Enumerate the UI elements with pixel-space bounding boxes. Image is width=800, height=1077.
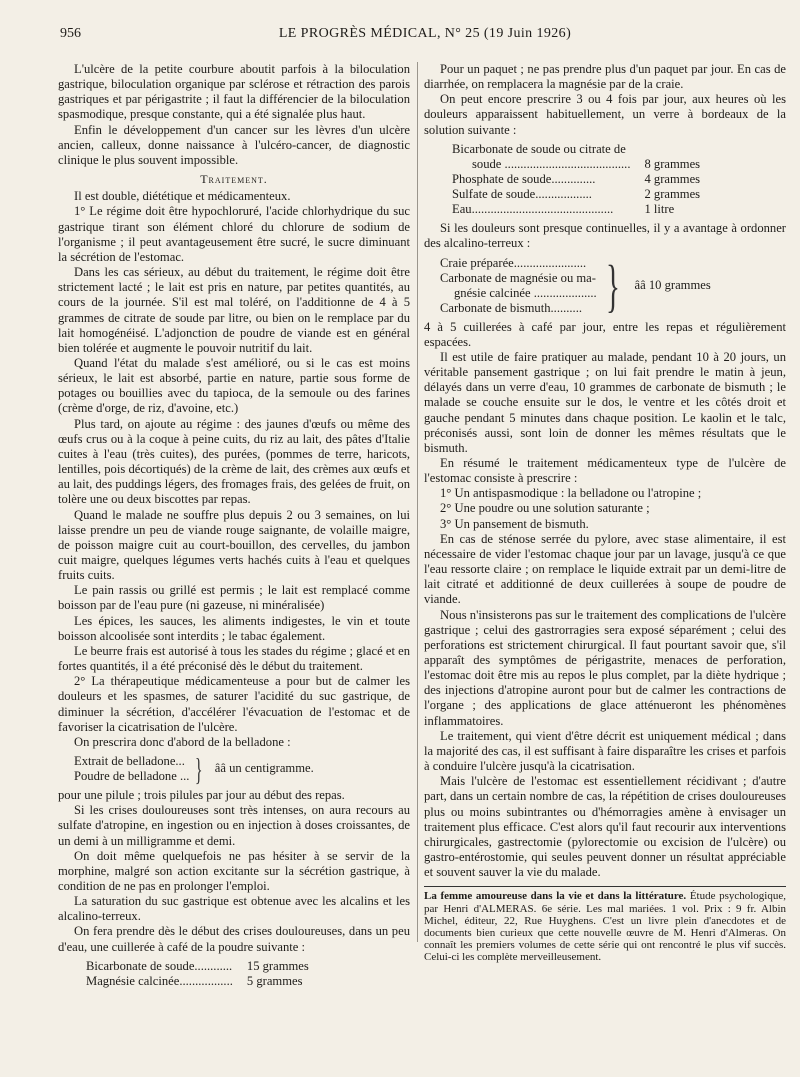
ingredient: soude ........................................ [472,156,631,171]
paragraph: 1° Le régime doit être hypochloruré, l'acide chlorhydrique du suc gastrique tirant son élément chloré du chlorure de sodium de l'organisme ; il peut avantageusement être sucré, le sucre diminuant la sécrétion de l'estomac. [58,204,410,264]
dose: 8 grammes [644,156,701,171]
ingredient: Sulfate de soude.................. [452,187,592,202]
formula-item: Carbonate de magnésie ou ma- [440,270,596,285]
paragraph: On fera prendre dès le début des crises douloureuses, dans un peu d'eau, une cuillerée à café de la poudre suivante : [58,924,410,954]
formula-dose: ââ 10 grammes [634,277,711,292]
paragraph: Les épices, les sauces, les aliments indigestes, le vin et toute boisson alcoolisée sont interdits ; le tabac également. [58,613,410,643]
paragraph: Il est double, diététique et médicamenteux. [74,189,291,204]
section-heading: Traitement. [200,172,268,187]
list-item: 3° Un pansement de bismuth. [440,516,589,531]
prescription-row [452,142,700,157]
prescription-table [86,959,309,989]
paragraph: On doit même quelquefois ne pas hésiter à se servir de la morphine, malgré son action excitante sur la sécrétion gastrique, à condition de ne pas en prolonger l'emploi. [58,848,410,893]
belladone-formula [74,751,410,788]
paragraph: pour une pilule ; trois pilules par jour au début des repas. [58,788,345,803]
note-title: La femme amoureuse dans la vie et dans la littérature. [424,890,687,903]
paragraph: Nous n'insisterons pas sur le traitement des complications de l'ulcère gastrique ; celui des gastrorragies sera exposé séparément ; celui des perforations est strictement chirurgical. Il faut pourtant savoir que, s'il apparaît des symptômes de périgastrite, menaces de perforation, l'estomac doit être mis au repos le plus complet, par la diète hydrique ; des injections d'atropine auront pour but de calmer les contractions de l'organe ; des applications de glace atténueront les phénomènes inflammatoires. [424,607,786,728]
list-item: 1° Un antispasmodique : la belladone ou l'atropine ; [440,486,702,501]
paragraph: Quand l'état du malade s'est amélioré, ou si le cas est moins sérieux, le lait est absorbé, partie en nature, partie sous forme de potages ou bouillies avec du tapioca, de la semoule ou des farines (crème d'orge, de riz, d'avoine, etc.) [58,355,410,416]
note-body: Étude psychologique, par Henri d'ALMERAS. 6e série. Les mal mariées. 1 vol. Prix : 9 fr. Albin Michel, éditeur, 22, Rue Huyghens. C'est un livre plein d'anecdotes et de documents bien curieux que cette nouvelle œuvre de M. Henri d'Almeras. On connaît les premiers volumes de cette série qui ont rencontré le plus vif succès. Celui-ci les complète merveilleusement. [424,890,786,964]
paragraph: Si les douleurs sont presque continuelles, il y a avantage à ordonner des alcalino-terreux : [424,221,786,251]
paragraph: Enfin le développement d'un cancer sur les lèvres d'un ulcère ancien, calleux, donne naissance à l'ulcéro-cancer, de diagnostic clinique le plus souvent impossible. [58,122,410,167]
paragraph: 2° La thérapeutique médicamenteuse a pour but de calmer les douleurs et les spasmes, de saturer l'acidité du suc gastrique, de diminuer la sécrétion, d'accélérer l'évacuation de l'estomac et de favoriser la cicatrisation de l'ulcère. [58,674,410,734]
paragraph: Plus tard, on ajoute au régime : des jaunes d'œufs ou même des œufs crus ou à la coque à peine cuits, du riz au lait, des pâtes d'Italie cuites à l'eau (très cuites), des purées, (pommes de terre, haricots, lentilles, pois décortiqués) de la crème de lait, des crèmes aux œufs et au lait, des puddings légers, des fromages frais, des gelées de fruit, on tolère une ou deux biscottes par repas. [58,416,410,507]
craie-formula [440,252,786,318]
paragraph: Mais l'ulcère de l'estomac est essentiellement récidivant ; d'autre part, dans un certain nombre de cas, la répétition de crises douloureuses plus ou moins subintrantes ou d'hémorragies amène à envisager un traitement plus efficace. C'est alors qu'il faut recourir aux interventions chirurgicales, gastrectomie (pylorectomie ou excision de l'ulcère) ou gastro-entérostomie, qui seules peuvent donner un résultat appréciable et souvent sauver la vie du malade. [424,774,786,880]
left-column [58,62,410,993]
ingredient: Bicarbonate de soude............ [86,958,233,973]
formula-item: Poudre de belladone ... [74,769,190,784]
dose: 15 grammes [246,958,309,973]
running-title: LE PROGRÈS MÉDICAL, N° 25 (19 Juin 1926) [278,26,572,41]
brace-icon: } [195,751,203,788]
page-header [60,26,790,46]
paragraph: Pour un paquet ; ne pas prendre plus d'un paquet par jour. En cas de diarrhée, on remplacera la magnésie par de la craie. [424,62,786,92]
note-separator [424,886,786,887]
column-divider [417,62,418,942]
dose: 1 litre [644,202,675,217]
dose: 2 grammes [644,187,701,202]
prescription-row [452,172,700,187]
right-column [424,62,786,964]
prescription-row [86,959,309,974]
ingredient: Eau............................................. [452,202,614,217]
dose: 4 grammes [644,171,701,186]
prescription-table [452,142,700,217]
paragraph: 4 à 5 cuillerées à café par jour, entre les repas et régulièrement espacées. [424,319,786,349]
paragraph: L'ulcère de la petite courbure aboutit parfois à la biloculation gastrique, biloculation organique par sclérose et rétraction des parois gastriques et par périgastrite ; il faut la différencier de la biloculation spasmodique, presque constante, qui a été signalée plus haut. [58,62,410,122]
formula-item: gnésie calcinée .................... [454,285,597,300]
page-number: 956 [60,26,81,41]
paragraph: Le beurre frais est autorisé à tous les stades du régime ; glacé et en fortes quantités, il a été préconisé dès le début du traitement. [58,643,410,674]
paragraph: Le pain rassis ou grillé est permis ; le lait est remplacé comme boisson par de l'eau pure (ni gazeuse, ni minéralisée) [58,583,410,613]
prescription-row [452,157,700,172]
formula-item: Extrait de belladone... [74,754,185,769]
ingredient: Bicarbonate de soude ou citrate de [452,141,626,156]
paragraph: Il est utile de faire pratiquer au malade, pendant 10 à 20 jours, un véritable pansement gastrique ; on lui fait prendre le matin à jeun, délayés dans un verre d'eau, 10 grammes de carbonate de bismuth ; le malade se couche ensuite sur le dos, le ventre et les côtés droit et gauche pendant 5 minutes dans chaque position. Le kaolin et le talc, préconisés aussi, sont loin de donner les mêmes résultats que le bismuth. [424,349,786,455]
paragraph: En résumé le traitement médicamenteux type de l'ulcère de l'estomac consiste à prescrire : [424,455,786,486]
formula-item: Craie préparée....................... [440,255,587,270]
dose: 5 grammes [246,973,303,988]
paragraph: Le traitement, qui vient d'être décrit est uniquement médical ; dans la majorité des cas, il est suffisant à faire disparaître les crises et parfois à conduire l'ulcère jusqu'à la cicatrisation. [424,728,786,774]
formula-dose: ââ un centigramme. [214,761,314,776]
ingredient: Phosphate de soude.............. [452,171,596,186]
book-review-note [424,890,786,963]
brace-icon: } [605,252,620,318]
prescription-row [86,974,309,989]
dose [630,142,700,157]
paragraph: On prescrira donc d'abord de la belladone : [74,734,291,749]
paragraph: Si les crises douloureuses sont très intenses, on aura recours au sulfate d'atropine, en ingestion ou en injection à doses croissantes, de un demi à un milligramme et demi. [58,803,410,848]
paragraph: Quand le malade ne souffre plus depuis 2 ou 3 semaines, on lui laisse prendre un peu de viande rouge saignante, de volaille maigre, de poisson maigre cuit au court-bouillon, des cervelles, du jambon cuit maigre, quelques légumes verts hachés cuits à l'eau et quelques fruits cuits. [58,507,410,583]
paragraph: On peut encore prescrire 3 ou 4 fois par jour, aux heures où les douleurs apparaissent habituellement, un verre à bordeaux de la solution suivante : [424,92,786,137]
prescription-row [452,202,700,217]
paragraph: En cas de sténose serrée du pylore, avec stase alimentaire, il est nécessaire de vider l'estomac chaque jour par un lavage, jusqu'à ce que l'eau ressorte claire ; on remplace le liquide extrait par un demi-litre de lait citraté et additionné de deux cuillerées à soupe de poudre de viande. [424,531,786,607]
paragraph: Dans les cas sérieux, au début du traitement, le régime doit être strictement lacté ; le lait est pris en nature, par petites quantités, au cours de la journée. S'il est mal toléré, on l'additionne de 4 à 5 grammes de citrate de soude par litre, ou bien on le remplace par du lait homogénéisé. L'adjonction de poudre de viande est en général bien tolérée et augmente le pouvoir nutritif du lait. [58,265,410,355]
ingredient: Magnésie calcinée................. [86,973,233,988]
list-item: 2° Une poudre ou une solution saturante ; [440,501,650,516]
paragraph: La saturation du suc gastrique est obtenue avec les alcalins et les alcalino-terreux. [58,894,410,924]
prescription-row [452,187,700,202]
formula-item: Carbonate de bismuth.......... [440,300,583,315]
